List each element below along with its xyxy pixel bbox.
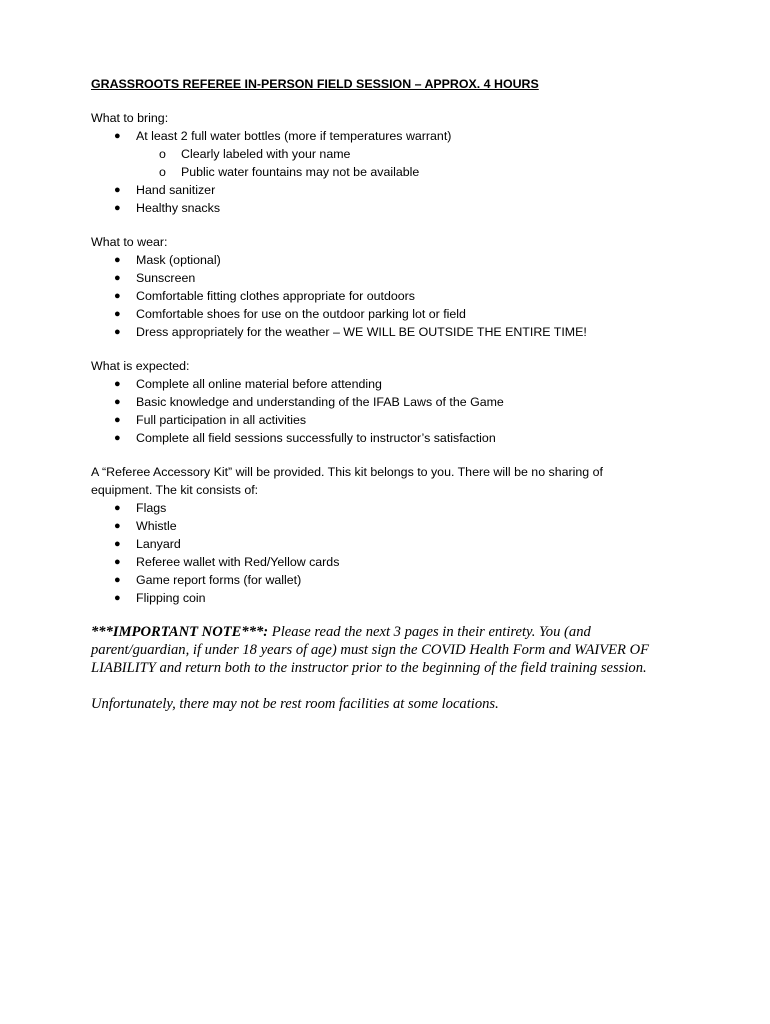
list-item-text: Flipping coin <box>136 591 206 605</box>
section-heading-bring: What to bring: <box>91 111 169 125</box>
list-item-text: Referee wallet with Red/Yellow cards <box>136 555 340 569</box>
list-item <box>91 411 691 429</box>
list-item-text: Comfortable fitting clothes appropriate for outdoors <box>136 289 415 303</box>
list-item <box>91 375 691 393</box>
list-item <box>91 535 691 553</box>
bullet-icon: ● <box>114 502 121 514</box>
list-item <box>91 323 691 341</box>
bullet-icon: ● <box>114 538 121 550</box>
sub-list-item-text: Public water fountains may not be available <box>181 165 420 179</box>
list-item-text: Complete all online material before attending <box>136 377 382 391</box>
list-item <box>91 429 691 447</box>
kit-intro-text: A “Referee Accessory Kit” will be provided. This kit belongs to you. There will be no sharing of equipment. The kit consists of: <box>91 465 603 497</box>
list-item-text: Lanyard <box>136 537 181 551</box>
list-item-text: Whistle <box>136 519 177 533</box>
sub-list-item-text: Clearly labeled with your name <box>181 147 351 161</box>
list-item <box>91 269 691 287</box>
bullet-icon: ● <box>114 432 121 444</box>
section-what-to-bring <box>91 109 691 217</box>
bullet-icon: ● <box>114 272 121 284</box>
bullet-icon: ● <box>114 396 121 408</box>
list-item <box>91 517 691 535</box>
list-item <box>91 181 691 199</box>
bullet-icon: ● <box>114 254 121 266</box>
section-what-is-expected <box>91 357 691 447</box>
bullet-icon: ● <box>114 202 121 214</box>
list-item <box>91 127 691 181</box>
bullet-icon: ● <box>114 184 121 196</box>
bullet-icon: ● <box>114 378 121 390</box>
bullet-icon: ● <box>114 290 121 302</box>
list-item <box>91 251 691 269</box>
bullet-icon: ● <box>114 308 121 320</box>
expected-list <box>91 375 691 447</box>
sub-list-item <box>136 145 691 163</box>
section-accessory-kit <box>91 463 691 607</box>
section-heading-expected: What is expected: <box>91 359 190 373</box>
important-note-label: ***IMPORTANT NOTE***: <box>91 624 269 640</box>
sub-list-item <box>136 163 691 181</box>
list-item-text: Sunscreen <box>136 271 196 285</box>
list-item-text: Dress appropriately for the weather – WE WILL BE OUTSIDE THE ENTIRE TIME! <box>136 325 587 339</box>
restroom-note: Unfortunately, there may not be rest room facilities at some locations. <box>91 696 499 712</box>
list-item <box>91 589 691 607</box>
bullet-icon: ● <box>114 574 121 586</box>
bullet-icon: ● <box>114 520 121 532</box>
bring-sublist <box>136 145 691 181</box>
section-heading-wear: What to wear: <box>91 235 168 249</box>
list-item-text: Mask (optional) <box>136 253 221 267</box>
list-item-text: Full participation in all activities <box>136 413 307 427</box>
list-item-text: Game report forms (for wallet) <box>136 573 302 587</box>
list-item-text: At least 2 full water bottles (more if temperatures warrant) <box>136 129 452 143</box>
kit-list <box>91 499 691 607</box>
list-item <box>91 287 691 305</box>
important-note <box>91 623 691 677</box>
list-item-text: Hand sanitizer <box>136 183 216 197</box>
bullet-icon: ● <box>114 130 121 142</box>
list-item <box>91 393 691 411</box>
section-what-to-wear <box>91 233 691 341</box>
list-item <box>91 499 691 517</box>
list-item <box>91 199 691 217</box>
list-item-text: Basic knowledge and understanding of the IFAB Laws of the Game <box>136 395 504 409</box>
bullet-icon: ● <box>114 326 121 338</box>
important-note-text: Please read the next 3 pages in their entirety. You (and parent/guardian, if under 18 years of age) must sign the COVID Health Form and WAIVER OF LIABILITY and return both to the instructor prior to the beginning of the field training session. <box>91 624 650 676</box>
bullet-icon: ● <box>114 556 121 568</box>
list-item <box>91 571 691 589</box>
document-page <box>91 75 691 713</box>
bring-list <box>91 127 691 217</box>
list-item-text: Healthy snacks <box>136 201 221 215</box>
bullet-icon: ● <box>114 414 121 426</box>
list-item-text: Comfortable shoes for use on the outdoor parking lot or field <box>136 307 466 321</box>
document-title: GRASSROOTS REFEREE IN-PERSON FIELD SESSION – APPROX. 4 HOURS <box>91 77 539 91</box>
list-item-text: Complete all field sessions successfully to instructor’s satisfaction <box>136 431 496 445</box>
list-item <box>91 553 691 571</box>
bullet-icon: ● <box>114 592 121 604</box>
sub-bullet-icon: o <box>159 165 166 179</box>
sub-bullet-icon: o <box>159 147 166 161</box>
list-item <box>91 305 691 323</box>
wear-list <box>91 251 691 341</box>
list-item-text: Flags <box>136 501 167 515</box>
